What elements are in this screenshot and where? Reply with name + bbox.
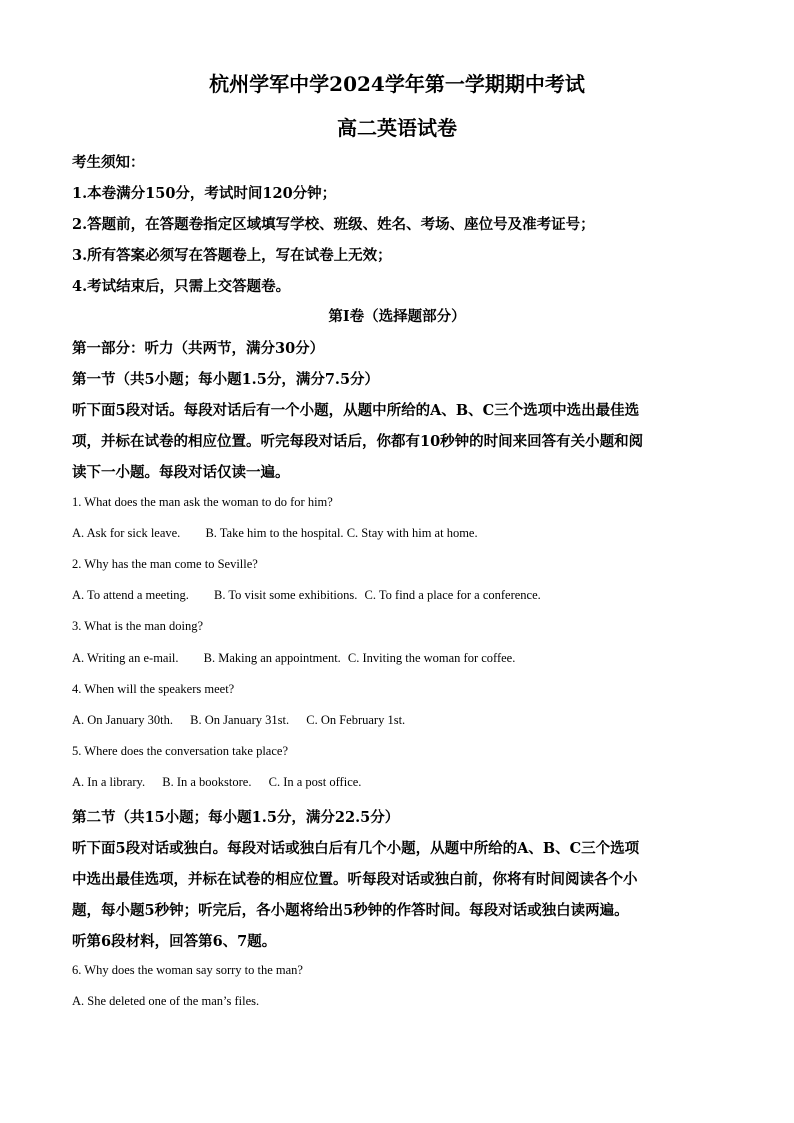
- option-c: C. To find a place for a conference.: [364, 588, 541, 602]
- question-text: 3. What is the man doing?: [72, 619, 203, 633]
- option-b: B. Take him to the hospital.: [205, 526, 344, 540]
- option-c: C. In a post office.: [268, 775, 362, 789]
- exam-title: 杭州学军中学2024学年第一学期期中考试: [209, 72, 585, 96]
- notice-heading: 考生须知：: [72, 154, 145, 171]
- instruction-line: 听下面5段对话。每段对话后有一个小题，从题中所给的A、B、C三个选项中选出最佳选: [72, 402, 640, 419]
- question-options: [72, 713, 405, 728]
- question-options: [72, 651, 515, 666]
- question-text: 5. Where does the conversation take place?: [72, 744, 288, 758]
- option-c: C. Inviting the woman for coffee.: [347, 651, 516, 665]
- question-text: 1. What does the man ask the woman to do for him?: [72, 495, 333, 509]
- option-a: A. On January 30th.: [72, 713, 174, 727]
- instruction-line: 中选出最佳选项，并标在试卷的相应位置。听每段对话或独白前，你将有时间阅读各个小: [72, 871, 638, 888]
- option-a: A. To attend a meeting.: [72, 588, 189, 602]
- option-a: A. In a library.: [72, 775, 146, 789]
- question-text: 2. Why has the man come to Seville?: [72, 557, 258, 571]
- instruction-line: 听下面5段对话或独白。每段对话或独白后有几个小题，从题中所给的A、B、C三个选项: [72, 840, 640, 857]
- notice-item: 2.答题前，在答题卷指定区域填写学校、班级、姓名、考场、座位号及准考证号；: [72, 216, 595, 233]
- option-b: B. Making an appointment.: [203, 651, 341, 665]
- question-options: [72, 994, 259, 1009]
- question-options: [72, 775, 361, 790]
- question-text: 6. Why does the woman say sorry to the man?: [72, 963, 303, 977]
- option-b: B. To visit some exhibitions.: [214, 588, 358, 602]
- section-heading: 第二节（共15小题；每小题1.5分，满分22.5分）: [72, 809, 400, 826]
- question-options: [72, 526, 478, 541]
- option-a: A. She deleted one of the man’s files.: [72, 994, 260, 1008]
- section-heading: 第一节（共5小题；每小题1.5分，满分7.5分）: [72, 371, 380, 388]
- question-text: 4. When will the speakers meet?: [72, 682, 235, 696]
- notice-item: 4.考试结束后，只需上交答题卷。: [72, 278, 291, 295]
- notice-item: 1.本卷满分150分，考试时间120分钟；: [72, 185, 337, 202]
- option-b: B. On January 31st.: [190, 713, 290, 727]
- material-label: 听第6段材料，回答第6、7题。: [72, 933, 277, 950]
- question-options: [72, 588, 541, 603]
- instruction-line: 项，并标在试卷的相应位置。听完每段对话后，你都有10秒钟的时间来回答有关小题和阅: [72, 433, 644, 450]
- option-a: A. Writing an e-mail.: [72, 651, 179, 665]
- notice-item: 3.所有答案必须写在答题卷上，写在试卷上无效；: [72, 247, 392, 264]
- option-c: C. On February 1st.: [306, 713, 406, 727]
- option-a: A. Ask for sick leave.: [72, 526, 181, 540]
- option-c: C. Stay with him at home.: [346, 526, 478, 540]
- instruction-line: 题，每小题5秒钟；听完后，各小题将给出5秒钟的作答时间。每段对话或独白读两遍。: [72, 902, 629, 919]
- option-b: B. In a bookstore.: [162, 775, 252, 789]
- exam-subtitle: 高二英语试卷: [337, 116, 457, 140]
- volume-heading: 第Ⅰ卷（选择题部分）: [328, 308, 466, 325]
- instruction-line: 读下一小题。每段对话仅读一遍。: [72, 464, 290, 481]
- part-heading: 第一部分：听力（共两节，满分30分）: [72, 340, 325, 357]
